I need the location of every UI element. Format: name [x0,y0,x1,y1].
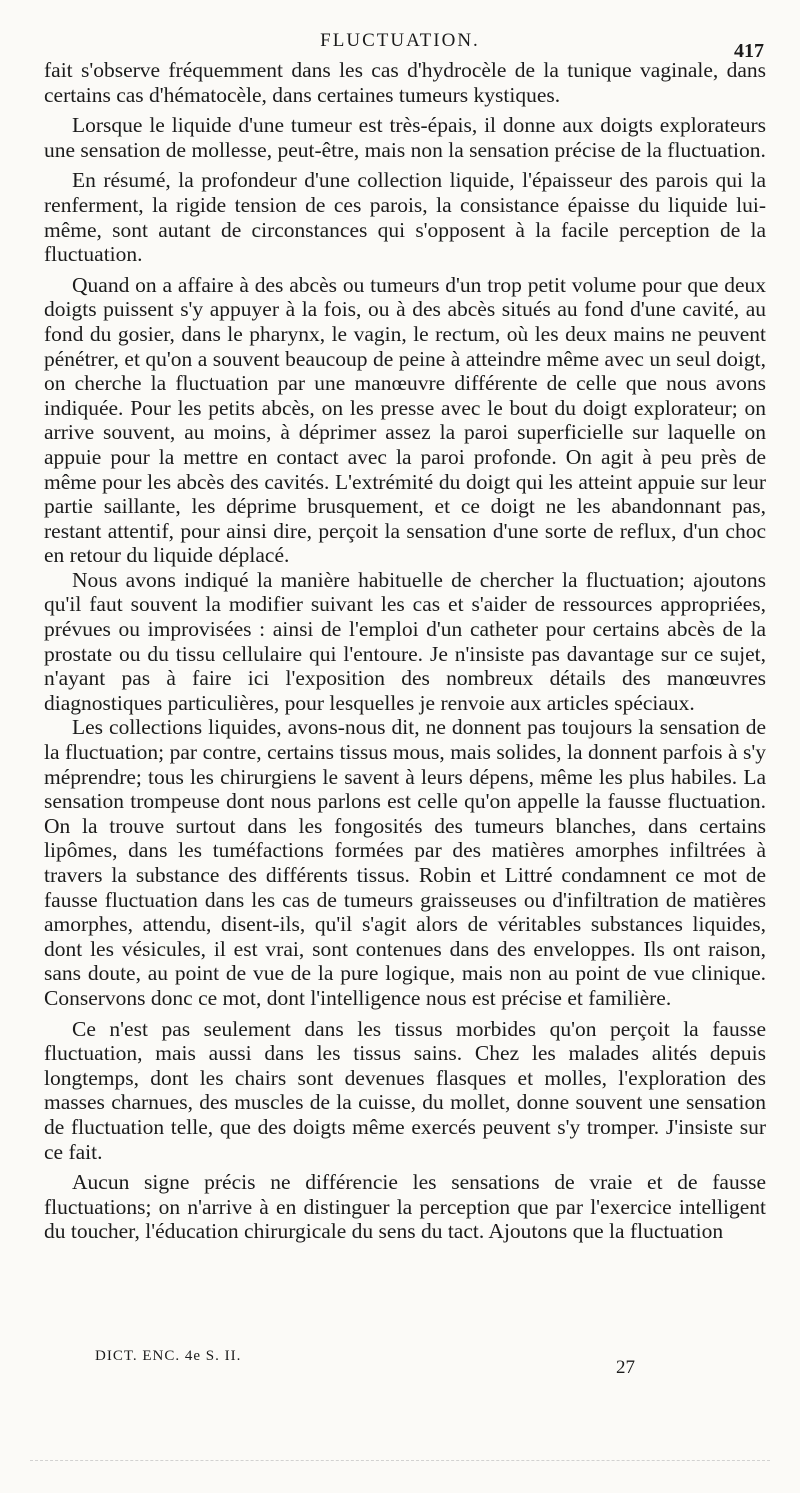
paragraph-summary: En résumé, la profondeur d'une collection liquide, l'épaisseur des parois qui la renferment, la rigide tension de ces parois, la consistance épaisse du liquide lui-même, sont autant de circonstances qui s'opposent à la facile perception de la fluctuation. [44,168,766,267]
paragraph-no-precise-sign: Aucun signe précis ne différencie les sensations de vraie et de fausse fluctuations; on n'arrive à en distinguer la perception que par l'exercice intelligent du toucher, l'éducation chirurgicale du sens du tact. Ajoutons que la fluctuation [44,1170,766,1244]
paragraph-thick-liquid: Lorsque le liquide d'une tumeur est très-épais, il donne aux doigts explorateurs une sensation de mollesse, peut-être, mais non la sensation précise de la fluctuation. [44,113,766,162]
source-line: DICT. ENC. 4e S. II. [95,1348,242,1364]
paragraph-healthy-tissues: Ce n'est pas seulement dans les tissus morbides qu'on perçoit la fausse fluctuation, mais aussi dans les tissus sains. Chez les malades alités depuis longtemps, dont les chairs sont devenues flasques et molles, l'exploration des masses charnues, des muscles de la cuisse, du mollet, donne souvent une sensation de fluctuation telle, que des doigts même exercés peuvent s'y tromper. J'insiste sur ce fait. [44,1016,766,1164]
body-text [44,58,766,1250]
page-number: 417 [734,40,764,62]
signature-number: 27 [616,1357,635,1378]
paragraph-usual-manner: Nous avons indiqué la manière habituelle de chercher la fluctuation; ajoutons qu'il faut souvent la modifier suivant les cas et s'aider de ressources appropriées, prévues ou improvisées : ainsi de l'emploi d'un catheter pour certains abcès de la prostate ou du tissu cellulaire qui l'entoure. Je n'insiste pas davantage sur ce sujet, n'ayant pas à faire ici l'exposition des nombreux détails des manœuvres diagnostiques particulières, pour lesquelles je renvoie aux articles spéciaux. [44,567,766,715]
running-title: FLUCTUATION. [320,30,480,51]
bottom-rule [30,1460,770,1461]
paragraph-continuation: fait s'observe fréquemment dans les cas d'hydrocèle de la tunique vaginale, dans certains cas d'hématocèle, dans certaines tumeurs kystiques. [44,58,766,107]
paragraph-small-abscesses: Quand on a affaire à des abcès ou tumeurs d'un trop petit volume pour que deux doigts puissent s'y appuyer à la fois, ou à des abcès situés au fond d'une cavité, au fond du gosier, dans le pharynx, le vagin, le rectum, où les deux mains ne peuvent pénétrer, et qu'on a souvent beaucoup de peine à atteindre même avec un seul doigt, on cherche la fluctuation par une manœuvre différente de celle que nous avons indiquée. Pour les petits abcès, on les presse avec le bout du doigt explorateur; on arrive souvent, au moins, à déprimer assez la paroi superficielle sur laquelle on appuie pour la mettre en contact avec la paroi profonde. On agit à peu près de même pour les abcès des cavités. L'extrémité du doigt qui les atteint appuie sur leur partie saillante, les déprime brusquement, et ce doigt ne les abandonnant pas, restant attentif, pour ainsi dire, perçoit la sensation d'une sorte de reflux, d'un choc en retour du liquide déplacé. [44,272,766,568]
paragraph-false-fluctuation: Les collections liquides, avons-nous dit, ne donnent pas toujours la sensation de la fluctuation; par contre, certains tissus mous, mais solides, la donnent parfois à s'y méprendre; tous les chirurgiens le savent à leurs dépens, même les plus habiles. La sensation trompeuse dont nous parlons est celle qu'on appelle la fausse fluctuation. On la trouve surtout dans les fongosités des tumeurs blanches, dans certains lipômes, dans les tuméfactions formées par des matières amorphes infiltrées à travers la substance des différents tissus. Robin et Littré condamnent ce mot de fausse fluctuation dans les cas de tumeurs graisseuses ou d'infiltration de matières amorphes, attendu, disent-ils, qu'il s'agit alors de véritables substances liquides, dont les vésicules, il est vrai, sont contenues dans des enveloppes. Ils ont raison, sans doute, au point de vue de la pure logique, mais non au point de vue clinique. Conservons donc ce mot, dont l'intelligence nous est précise et familière. [44,715,766,1010]
